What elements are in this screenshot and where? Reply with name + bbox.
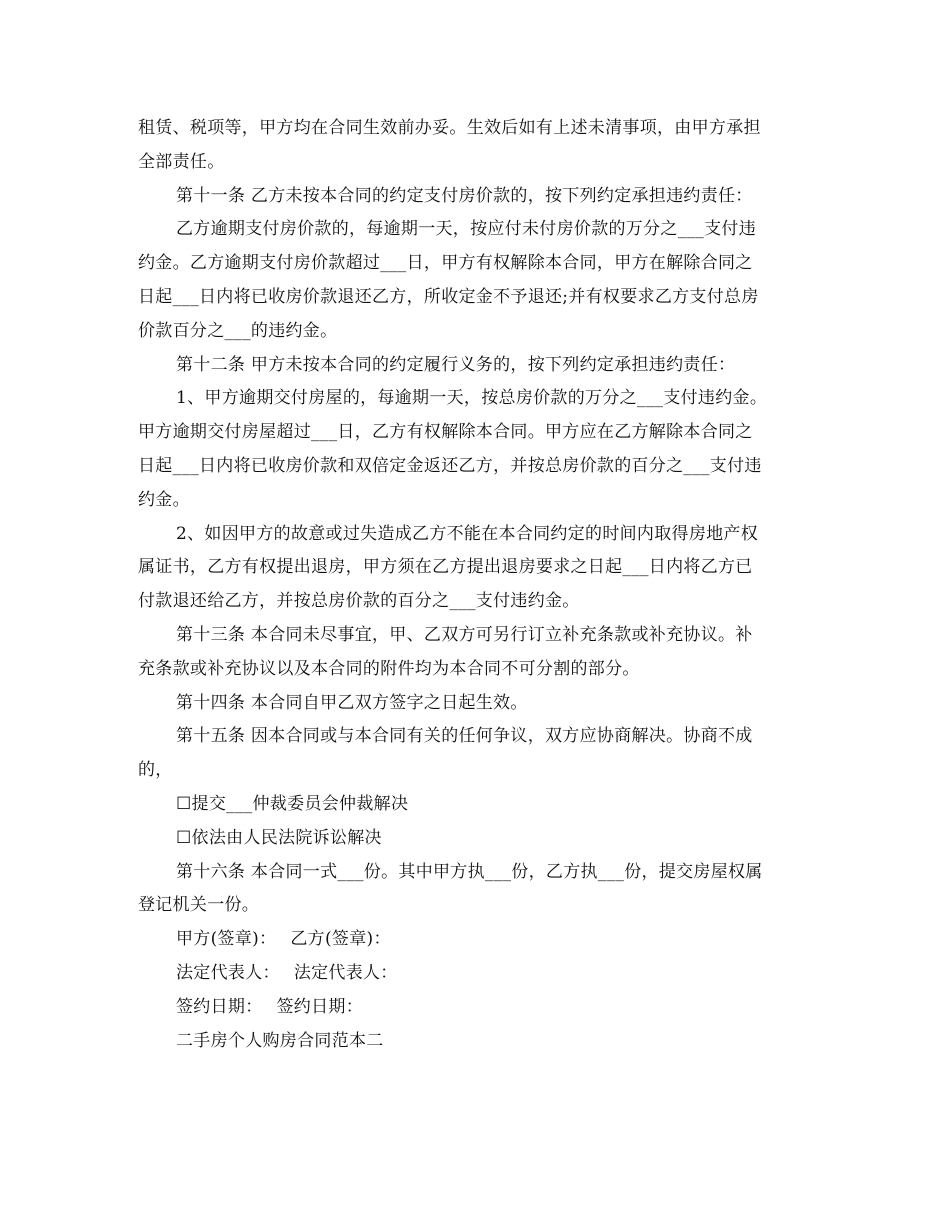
party-b-signature-label: 乙方(签章)： bbox=[290, 929, 391, 950]
next-section-title: 二手房个人购房合同范本二 bbox=[176, 1030, 384, 1051]
article-14-heading: 第十四条 本合同自甲乙双方签字之日起生效。 bbox=[176, 692, 528, 713]
article-13-heading: 第十三条 本合同未尽事宜，甲、乙双方可另行订立补充条款或补充协议。补 bbox=[176, 624, 753, 645]
text-line: 约金。乙方逾期支付房价款超过___日，甲方有权解除本合同，甲方在解除合同之 bbox=[138, 253, 753, 274]
article-12-heading: 第十二条 甲方未按本合同的约定履行义务的，按下列约定承担违约责任： bbox=[176, 354, 736, 375]
text-line: 全部责任。 bbox=[138, 151, 225, 172]
text-line: 日起___日内将已收房价款退还乙方，所收定金不予退还;并有权要求乙方支付总房 bbox=[138, 286, 759, 307]
text-line: 乙方逾期支付房价款的，每逾期一天，按应付未付房价款的万分之___支付违 bbox=[176, 219, 756, 240]
text-line: 2、如因甲方的故意或过失造成乙方不能在本合同约定的时间内取得房地产权 bbox=[176, 523, 759, 544]
text-line: 甲方逾期交付房屋超过___日，乙方有权解除本合同。甲方应在乙方解除本合同之 bbox=[138, 422, 753, 443]
text-line: 登记机关一份。 bbox=[138, 895, 260, 916]
representative-row bbox=[138, 957, 814, 991]
text-line: 价款百分之___的违约金。 bbox=[138, 320, 338, 341]
party-a-signature-label: 甲方(签章)： bbox=[176, 929, 277, 950]
party-b-representative-label: 法定代表人： bbox=[293, 962, 398, 983]
arbitration-option: ☐提交___仲裁委员会仲裁解决 bbox=[176, 793, 409, 814]
party-a-date-label: 签约日期： bbox=[176, 996, 263, 1017]
party-b-date-label: 签约日期： bbox=[276, 996, 363, 1017]
article-11-heading: 第十一条 乙方未按本合同的约定支付房价款的，按下列约定承担违约责任： bbox=[176, 185, 753, 206]
text-line: 约金。 bbox=[138, 489, 190, 510]
text-line: 充条款或补充协议以及本合同的附件均为本合同不可分割的部分。 bbox=[138, 658, 640, 679]
article-15-heading: 第十五条 因本合同或与本合同有关的任何争议，双方应协商解决。协商不成 bbox=[176, 726, 753, 747]
text-line: 付款退还给乙方，并按总房价款的百分之___支付违约金。 bbox=[138, 591, 580, 612]
litigation-option: ☐依法由人民法院诉讼解决 bbox=[176, 827, 382, 848]
text-line: 属证书，乙方有权提出退房，甲方须在乙方提出退房要求之日起___日内将乙方已 bbox=[138, 557, 753, 578]
party-a-representative-label: 法定代表人： bbox=[176, 962, 280, 983]
text-line: 1、甲方逾期交付房屋的，每逾期一天，按总房价款的万分之___支付违约金。 bbox=[176, 388, 768, 409]
contract-page bbox=[138, 112, 814, 1058]
text-line: 租赁、税项等，甲方均在合同生效前办妥。生效后如有上述未清事项，由甲方承担 bbox=[138, 118, 761, 138]
signing-date-row bbox=[138, 991, 814, 1025]
article-16-heading: 第十六条 本合同一式___份。其中甲方执___份，乙方执___份，提交房屋权属 bbox=[176, 861, 763, 882]
signature-row bbox=[138, 923, 814, 957]
text-line: 日起___日内将已收房价款和双倍定金返还乙方，并按总房价款的百分之___支付违 bbox=[138, 455, 762, 476]
text-line: 的， bbox=[138, 760, 173, 781]
